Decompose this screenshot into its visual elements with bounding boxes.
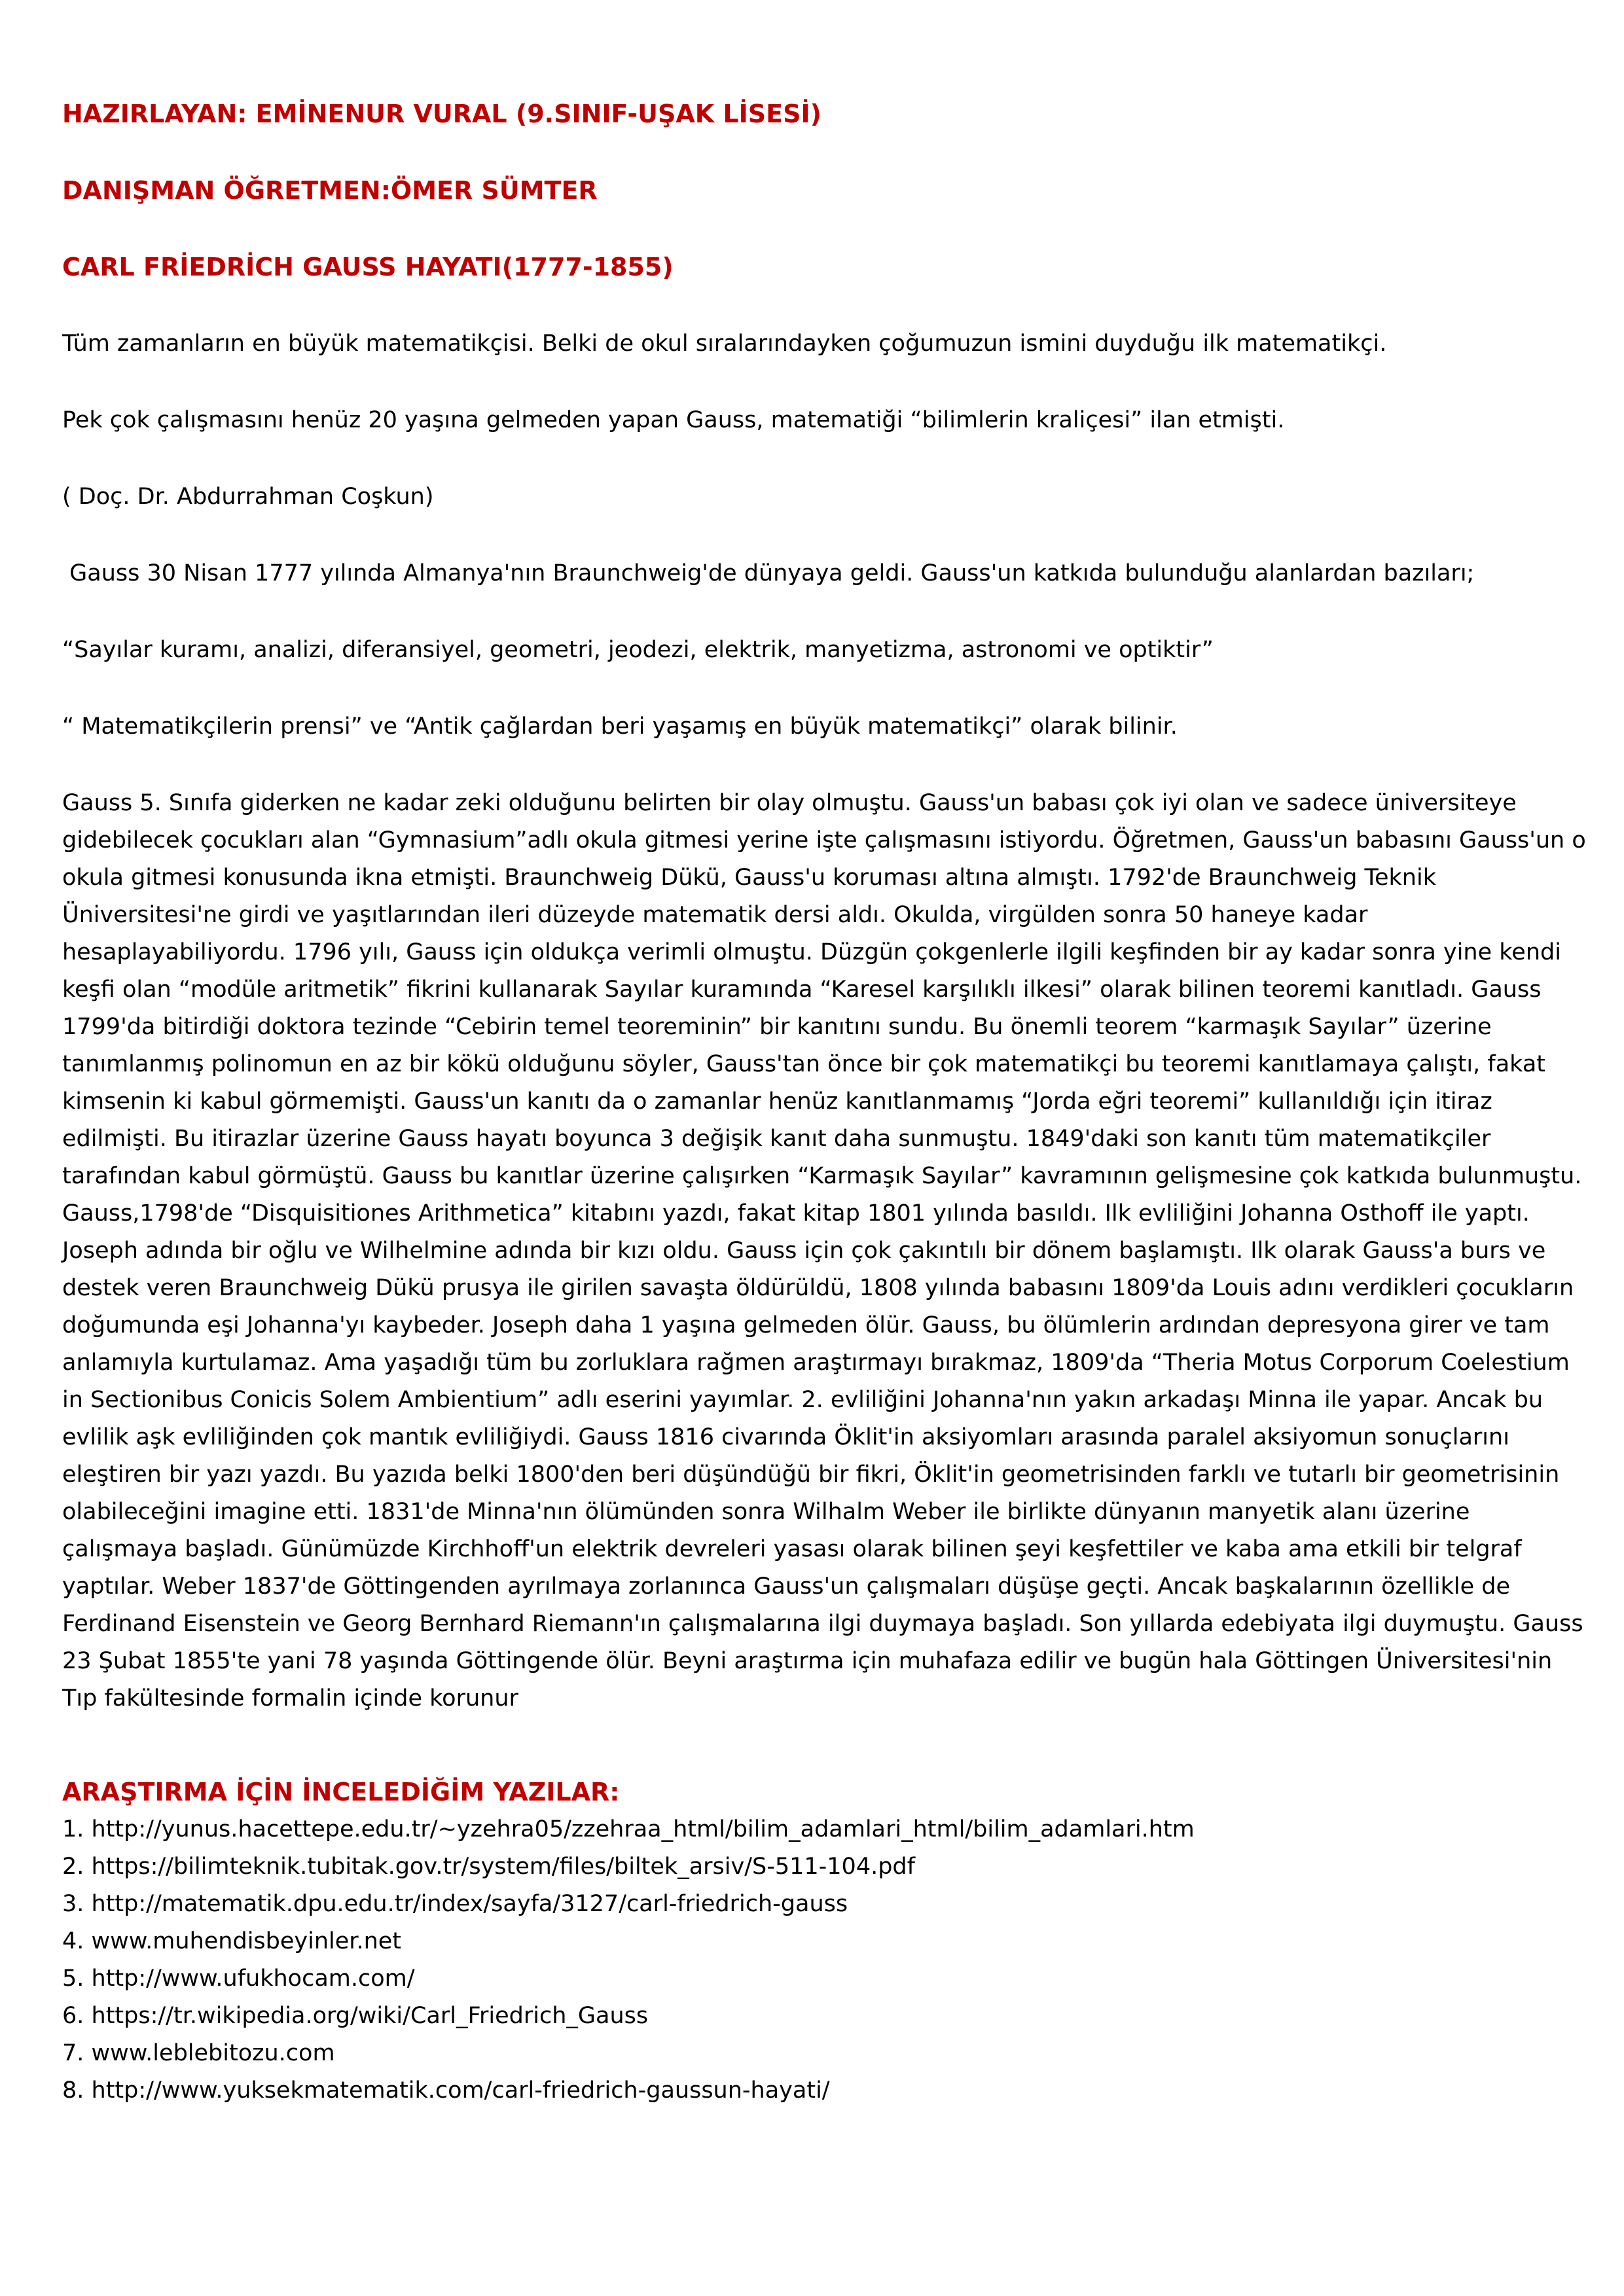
reference-item-5: 5. http://www.ufukhocam.com/	[62, 1965, 415, 1992]
reference-item-1: 1. http://yunus.hacettepe.edu.tr/~yzehra05/zzehraa_html/bilim_adamlari_html/bilim_adamlari.htm	[62, 1816, 1195, 1842]
reference-item-6: 6. https://tr.wikipedia.org/wiki/Carl_Friedrich_Gauss	[62, 2003, 649, 2029]
intro-paragraph-2: Pek çok çalışmasını henüz 20 yaşına gelmeden yapan Gauss, matematiği “bilimlerin kraliçesi” ilan etmişti.	[62, 407, 1285, 433]
reference-item-2: 2. https://bilimteknik.tubitak.gov.tr/system/files/biltek_arsiv/S-511-104.pdf	[62, 1854, 915, 1880]
prepared-by-heading: HAZIRLAYAN: EMİNENUR VURAL (9.SINIF-UŞAK LİSESİ)	[62, 99, 821, 128]
intro-paragraph-1: Tüm zamanların en büyük matematikçisi. Belki de okul sıralarındayken çoğumuzun ismini duyduğu ilk matematikçi.	[62, 331, 1387, 357]
reference-item-3: 3. http://matematik.dpu.edu.tr/index/sayfa/3127/carl-friedrich-gauss	[62, 1891, 848, 1917]
reference-item-8: 8. http://www.yuksekmatematik.com/carl-friedrich-gaussun-hayati/	[62, 2077, 830, 2104]
epithets-quote-paragraph: “ Matematikçilerin prensi” ve “Antik çağlardan beri yaşamış en büyük matematikçi” olarak bilinir.	[62, 713, 1178, 740]
reference-item-4: 4. www.muhendisbeyinler.net	[62, 1928, 402, 1954]
quote-attribution: ( Doç. Dr. Abdurrahman Coşkun)	[62, 484, 434, 510]
reference-item-7: 7. www.leblebitozu.com	[62, 2040, 335, 2066]
advisor-heading: DANIŞMAN ÖĞRETMEN:ÖMER SÜMTER	[62, 176, 598, 205]
fields-quote-paragraph: “Sayılar kuramı, analizi, diferansiyel, geometri, jeodezi, elektrik, manyetizma, astronomi ve optiktir”	[62, 637, 1214, 663]
biography-paragraph: Gauss 5. Sınıfa giderken ne kadar zeki olduğunu belirten bir olay olmuştu. Gauss'un babası çok iyi olan ve sadece üniversiteye gidebilecek çocukları alan “Gymnasium”adlı okula gitmesi yerine işte çalışmasını istiyordu. Öğretmen, Gauss'un babasını Gauss'un o okula gitmesi konusunda ikna etmişti. Braunchweig Dükü, Gauss'u koruması altına almıştı. 1792'de Braunchweig Teknik Üniversitesi'ne girdi ve yaşıtlarından ileri düzeyde matematik dersi aldı. Okulda, virgülden sonra 50 haneye kadar hesaplayabiliyordu. 1796 yılı, Gauss için oldukça verimli olmuştu. Düzgün çokgenlerle ilgili keşfinden bir ay kadar sonra yine kendi keşfi olan “modüle aritmetik” fikrini kullanarak Sayılar kuramında “Karesel karşılıklı ilkesi” olarak bilinen teoremi kanıtladı. Gauss 1799'da bitirdiği doktora tezinde “Cebirin temel teoreminin” bir kanıtını sundu. Bu önemli teorem “karmaşık Sayılar” üzerine tanımlanmış polinomun en az bir kökü olduğunu söyler, Gauss'tan önce bir çok matematikçi bu teoremi kanıtlamaya çalıştı, fakat kimsenin ki kabul görmemişti. Gauss'un kanıtı da o zamanlar henüz kanıtlanmamış “Jorda eğri teoremi” kullanıldığı için itiraz edilmişti. Bu itirazlar üzerine Gauss hayatı boyunca 3 değişik kanıt daha sunmuştu. 1849'daki son kanıtı tüm matematikçiler tarafından kabul görmüştü. Gauss bu kanıtlar üzerine çalışırken “Karmaşık Sayılar” kavramının gelişmesine çok katkıda bulunmuştu. Gauss,1798'de “Disquisitiones Arithmetica” kitabını yazdı, fakat kitap 1801 yılında basıldı. Ilk evliliğini Johanna Osthoff ile yaptı. Joseph adında bir oğlu ve Wilhelmine adında bir kızı oldu. Gauss için çok çakıntılı bir dönem başlamıştı. Ilk olarak Gauss'a burs ve destek veren Braunchweig Dükü prusya ile girilen savaşta öldürüldü, 1808 yılında babasını 1809'da Louis adını verdikleri çocukların doğumunda eşi Johanna'yı kaybeder. Joseph daha 1 yaşına gelmeden ölür. Gauss, bu ölümlerin ardından depresyona girer ve tam anlamıyla kurtulamaz. Ama yaşadığı tüm bu zorluklara rağmen araştırmayı bırakmaz, 1809'da “Theria Motus Corporum Coelestium in Sectionibus Conicis Solem Ambientium” adlı eserini yayımlar. 2. evliliğini Johanna'nın yakın arkadaşı Minna ile yapar. Ancak bu evlilik aşk evliliğinden çok mantık evliliğiydi. Gauss 1816 civarında Öklit'in aksiyomları arasında paralel aksiyomun sonuçlarını eleştiren bir yazı yazdı. Bu yazıda belki 1800'den beri düşündüğü bir fikri, Öklit'in geometrisinden farklı ve tutarlı bir geometrisinin olabileceğini imagine etti. 1831'de Minna'nın ölümünden sonra Wilhalm Weber ile birlikte dünyanın manyetik alanı üzerine çalışmaya başladı. Günümüzde Kirchhoff'un elektrik devreleri yasası olarak bilinen şeyi keşfettiler ve kaba ama etkili bir telgraf yaptılar. Weber 1837'de Göttingenden ayrılmaya zorlanınca Gauss'un çalışmaları düşüşe geçti. Ancak başkalarının özellikle de Ferdinand Eisenstein ve Georg Bernhard Riemann'ın çalışmalarına ilgi duymaya başladı. Son yıllarda edebiyata ilgi duymuştu. Gauss 23 Şubat 1855'te yani 78 yaşında Göttingende ölür. Beyni araştırma için muhafaza edilir ve bugün hala Göttingen Üniversitesi'nin Tıp fakültesinde formalin içinde korunur	[62, 790, 1593, 1712]
references-heading: ARAŞTIRMA İÇİN İNCELEDİĞİM YAZILAR:	[62, 1778, 620, 1806]
birth-paragraph: Gauss 30 Nisan 1777 yılında Almanya'nın Braunchweig'de dünyaya geldi. Gauss'un katkıda bulunduğu alanlardan bazıları;	[62, 560, 1475, 586]
document-title: CARL FRİEDRİCH GAUSS HAYATI(1777-1855)	[62, 253, 674, 281]
